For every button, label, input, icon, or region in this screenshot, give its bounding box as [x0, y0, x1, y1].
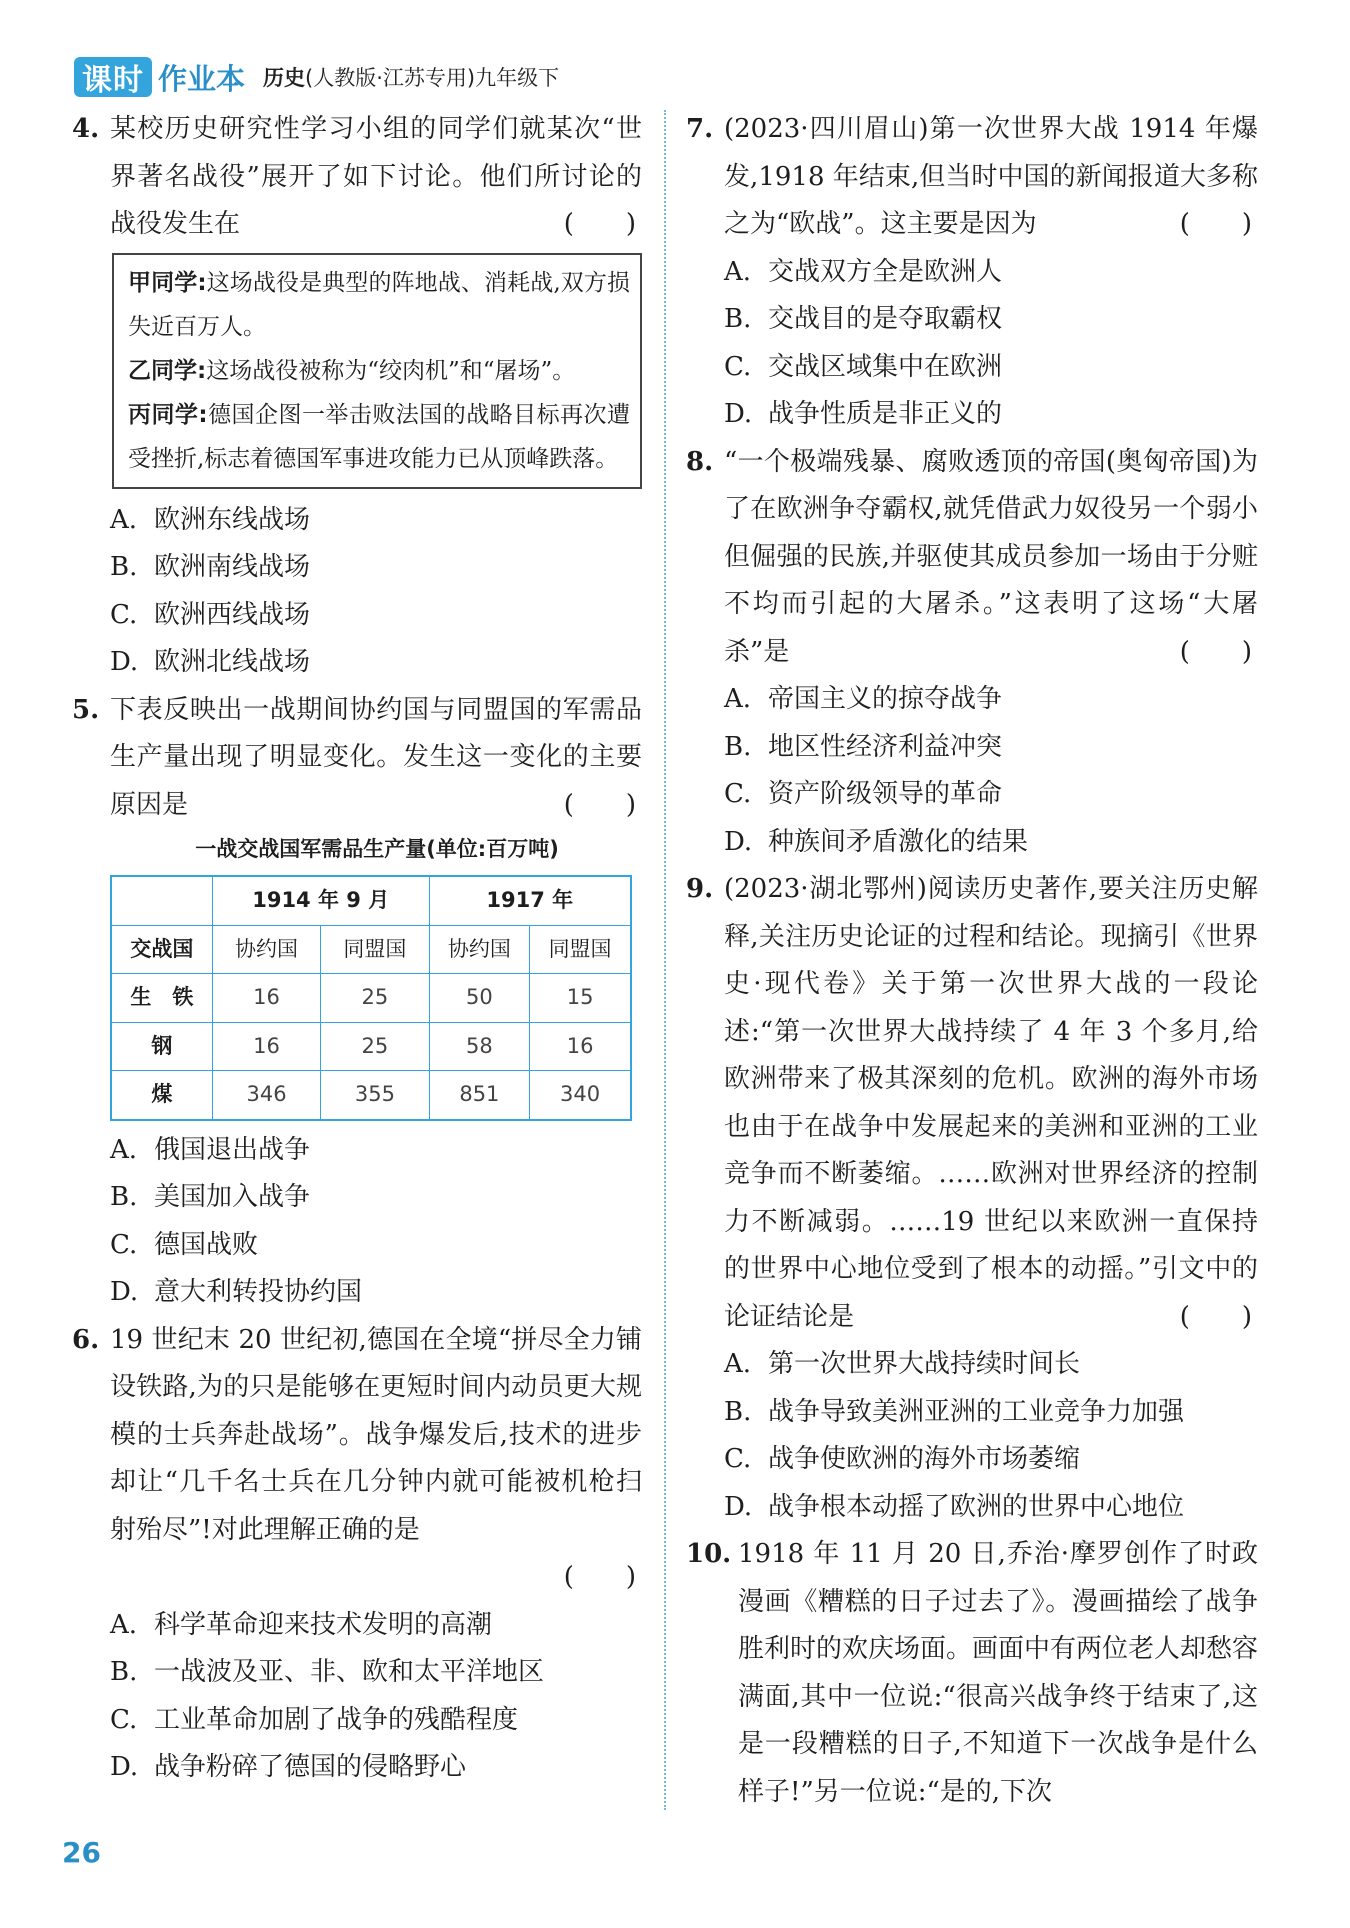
speech-text: 德国企图一举击败法国的战略目标再次遭受挫折,标志着德国军事进攻能力已从顶峰跌落。: [128, 401, 631, 472]
option-text: 欧洲东线战场: [154, 504, 311, 535]
option-text: 战争使欧洲的海外市场萎缩: [768, 1444, 1081, 1474]
speech-text: 这场战役被称为“绞肉机”和“屠场”。: [206, 357, 576, 384]
question-9: [686, 866, 1258, 1531]
option-text: 战争性质是非正义的: [768, 399, 1003, 429]
option-text: 德国战败: [154, 1229, 259, 1260]
option-text: 第一次世界大战持续时间长: [768, 1349, 1081, 1379]
option-letter: D.: [110, 1277, 139, 1307]
table-cell: 16: [212, 1022, 320, 1071]
option-text: 帝国主义的掠夺战争: [768, 684, 1003, 714]
subject-title: 历史: [263, 66, 306, 90]
option-text: 地区性经济利益冲突: [768, 731, 1003, 762]
speech-text: 这场战役是典型的阵地战、消耗战,双方损失近百万人。: [128, 269, 631, 340]
option-c[interactable]: [110, 592, 642, 640]
option-b[interactable]: [110, 1649, 642, 1697]
option-letter: C.: [110, 599, 138, 630]
table-title: 一战交战国军需品生产量(单位:百万吨): [195, 837, 559, 861]
table-cell: 340: [530, 1071, 631, 1120]
question-number: 10.: [686, 1539, 732, 1569]
dialogue-box: [112, 253, 642, 489]
option-text: 交战区域集中在欧洲: [768, 351, 1003, 382]
option-c[interactable]: [724, 1436, 1258, 1484]
option-letter: A.: [110, 504, 138, 535]
option-text: 欧洲北线战场: [154, 647, 311, 677]
option-letter: B.: [724, 731, 752, 762]
question-stem: [724, 106, 1258, 249]
option-d[interactable]: [724, 819, 1258, 867]
question-stem: [110, 687, 642, 830]
question-stem: [724, 439, 1258, 677]
option-text: 交战双方全是欧洲人: [768, 256, 1003, 287]
option-d[interactable]: [110, 1269, 642, 1317]
subject-edition: (人教版·江苏专用)九年级下: [305, 66, 560, 90]
option-letter: B.: [724, 304, 752, 334]
column-header: 同盟国: [530, 925, 631, 974]
left-column: [72, 106, 642, 1792]
option-letter: B.: [724, 1396, 752, 1427]
option-c[interactable]: [724, 771, 1258, 819]
question-4: [72, 106, 642, 687]
page-header: [74, 54, 559, 100]
option-text: 科学革命迎来技术发明的高潮: [154, 1609, 493, 1640]
option-text: 意大利转投协约国: [154, 1277, 363, 1307]
option-b[interactable]: [110, 544, 642, 592]
option-letter: A.: [724, 684, 752, 714]
table-cell: 25: [321, 974, 429, 1023]
option-b[interactable]: [724, 1389, 1258, 1437]
option-b[interactable]: [110, 1174, 642, 1222]
option-a[interactable]: [110, 1127, 642, 1175]
speaker-label: 丙同学:: [128, 401, 208, 428]
row-header-label: 交战国: [111, 925, 212, 974]
option-d[interactable]: [110, 639, 642, 687]
option-a[interactable]: [110, 1602, 642, 1650]
table-cell: 346: [212, 1071, 320, 1120]
option-letter: C.: [724, 1444, 752, 1474]
dialogue-line: [128, 349, 630, 393]
question-number: 9.: [686, 874, 714, 904]
table-cell: 355: [321, 1071, 429, 1120]
row-label: 煤: [111, 1071, 212, 1120]
page-number: 26: [62, 1836, 101, 1869]
option-b[interactable]: [724, 296, 1258, 344]
option-letter: D.: [110, 647, 139, 677]
option-letter: B.: [110, 1182, 138, 1212]
option-text: 交战目的是夺取霸权: [768, 304, 1003, 334]
speaker-label: 甲同学:: [128, 269, 207, 296]
table-cell: 16: [530, 1022, 631, 1071]
option-text: 一战波及亚、非、欧和太平洋地区: [154, 1657, 545, 1687]
table-cell: 25: [321, 1022, 429, 1071]
stem-text: (2023·湖北鄂州)阅读历史著作,要关注历史解释,关注历史论证的过程和结论。现摘引《世界史·现代卷》关于第一次世界大战的一段论述:“第一次世界大战持续了 4 年 3 个多月,给欧洲带来了极其深刻的危机。欧洲的海外市场也由于在战争中发展起来的美洲和亚洲的工业竞争而不断萎缩。……欧洲对世界经济的控制力不断减弱。……19 世纪以来欧洲一直保持的世界中心地位受到了根本的动摇。”引文中的论证结论是: [724, 874, 1258, 1332]
option-d[interactable]: [110, 1744, 642, 1792]
option-a[interactable]: [724, 1341, 1258, 1389]
option-letter: D.: [724, 1491, 753, 1522]
question-5: [72, 687, 642, 1317]
option-text: 工业革命加剧了战争的残酷程度: [154, 1704, 519, 1735]
option-letter: D.: [724, 826, 753, 857]
row-label: 生 铁: [111, 974, 212, 1023]
option-text: 战争导致美洲亚洲的工业竞争力加强: [768, 1396, 1185, 1427]
column-divider: [664, 110, 666, 1810]
table-cell: 15: [530, 974, 631, 1023]
table-cell: 50: [429, 974, 530, 1023]
column-header: 协约国: [212, 925, 320, 974]
option-letter: A.: [110, 1609, 138, 1640]
answer-bracket: ( ): [563, 209, 636, 239]
option-letter: D.: [724, 399, 753, 429]
option-letter: A.: [110, 1134, 138, 1165]
option-letter: B.: [110, 1657, 138, 1687]
table-row: [111, 1022, 631, 1071]
question-number: 6.: [72, 1324, 100, 1355]
table-cell: 58: [429, 1022, 530, 1071]
option-letter: A.: [724, 256, 752, 287]
option-letter: B.: [110, 552, 138, 582]
option-a[interactable]: [110, 497, 642, 545]
subject-line: [263, 62, 559, 92]
option-b[interactable]: [724, 724, 1258, 772]
speaker-label: 乙同学:: [128, 357, 207, 384]
stem-text: “一个极端残暴、腐败透顶的帝国(奥匈帝国)为了在欧洲争夺霸权,就凭借武力奴役另一个弱小但倔强的民族,并驱使其成员参加一场由于分赃不均而引起的大屠杀。”这表明了这场“大屠杀”是: [724, 446, 1258, 667]
column-header: 协约国: [429, 925, 530, 974]
production-table: [110, 875, 632, 1121]
table-row: [111, 1071, 631, 1120]
question-stem: 1918 年 11 月 20 日,乔治·摩罗创作了时政漫画《糟糕的日子过去了》。漫画描绘了战争胜利时的欢庆场面。画面中有两位老人却愁容满面,其中一位说:“很高兴战争终于结束了,这是一段糟糕的日子,不知道下一次战争是什么样子!”另一位说:“是的,下次: [738, 1539, 1259, 1807]
table-corner: [111, 876, 212, 925]
option-c[interactable]: [724, 344, 1258, 392]
right-column: [686, 106, 1258, 1816]
answer-bracket: ( ): [1179, 1301, 1252, 1332]
table-cell: 851: [429, 1071, 530, 1120]
table-cell: 16: [212, 974, 320, 1023]
option-a[interactable]: [724, 676, 1258, 724]
row-label: 钢: [111, 1022, 212, 1071]
stem-text: (2023·四川眉山)第一次世界大战 1914 年爆发,1918 年结束,但当时中国的新闻报道大多称之为“欧战”。这主要是因为: [724, 114, 1258, 239]
option-letter: C.: [724, 779, 752, 809]
option-letter: D.: [110, 1752, 139, 1782]
option-c[interactable]: [110, 1222, 642, 1270]
option-c[interactable]: [110, 1697, 642, 1745]
option-text: 战争根本动摇了欧洲的世界中心地位: [768, 1491, 1185, 1522]
option-text: 俄国退出战争: [154, 1134, 311, 1165]
question-8: [686, 439, 1258, 867]
question-6: [72, 1317, 642, 1792]
question-stem: [724, 866, 1258, 1341]
option-letter: C.: [110, 1704, 138, 1735]
question-number: 8.: [686, 446, 714, 477]
option-d[interactable]: [724, 391, 1258, 439]
option-letter: A.: [724, 1349, 752, 1379]
brand-logo: 课时: [74, 57, 152, 97]
column-header: 同盟国: [321, 925, 429, 974]
option-text: 种族间矛盾激化的结果: [768, 826, 1029, 857]
dialogue-line: [128, 393, 630, 481]
option-letter: C.: [110, 1229, 138, 1260]
dialogue-line: [128, 261, 630, 349]
answer-bracket: ( ): [1179, 636, 1252, 667]
table-row: [111, 974, 631, 1023]
question-number: 7.: [686, 114, 714, 144]
option-text: 美国加入战争: [154, 1182, 311, 1212]
option-d[interactable]: [724, 1484, 1258, 1532]
option-text: 欧洲南线战场: [154, 552, 311, 582]
answer-bracket: ( ): [563, 789, 636, 820]
answer-bracket: ( ): [563, 1562, 636, 1592]
stem-text: 下表反映出一战期间协约国与同盟国的军需品生产量出现了明显变化。发生这一变化的主要原因是: [110, 694, 642, 820]
question-7: [686, 106, 1258, 439]
period-header: 1917 年: [429, 876, 631, 925]
option-text: 资产阶级领导的革命: [768, 779, 1003, 809]
option-letter: C.: [724, 351, 752, 382]
question-stem: [110, 106, 642, 249]
question-number: 4.: [72, 114, 100, 144]
brand-name: 作业本: [158, 61, 246, 96]
option-a[interactable]: [724, 249, 1258, 297]
answer-bracket: ( ): [1179, 209, 1252, 239]
period-header: 1914 年 9 月: [212, 876, 429, 925]
stem-text: 某校历史研究性学习小组的同学们就某次“世界著名战役”展开了如下讨论。他们所讨论的战役发生在: [110, 114, 642, 239]
option-text: 战争粉碎了德国的侵略野心: [154, 1752, 467, 1782]
question-number: 5.: [72, 694, 100, 725]
question-10: [686, 1531, 1258, 1816]
question-stem: 19 世纪末 20 世纪初,德国在全境“拼尽全力铺设铁路,为的只是能够在更短时间内动员更大规模的士兵奔赴战场”。战争爆发后,技术的进步却让“几千名士兵在几分钟内就可能被机枪扫射殆尽”!对此理解正确的是: [110, 1324, 642, 1545]
option-text: 欧洲西线战场: [154, 599, 311, 630]
